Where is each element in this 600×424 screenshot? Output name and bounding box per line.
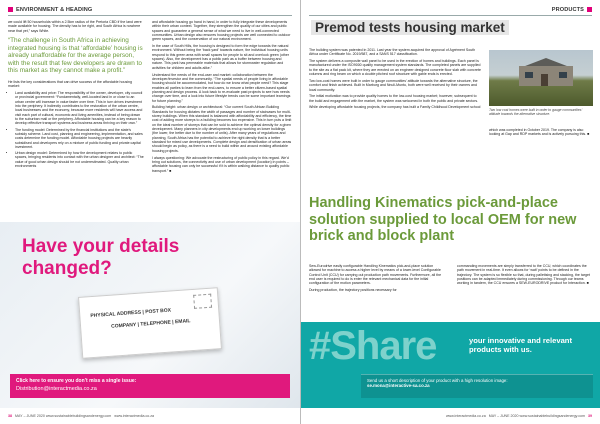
article-column-2 <box>152 20 292 175</box>
share-logo: #Share <box>309 324 437 368</box>
share-contact-box <box>361 374 593 398</box>
paragraph: Understand the needs of the end-user and market: collaboration between the developer/investor and the community. “The spatial needs of people living in affordable housing should be accommodated, but how do we know what people need? This stage enables all parties to learn from the end-users, to ensure a better citizen-based spatial planning and design process. A look back to re-evaluate past projects to see how needs change over time, and a look into future lifestyle trends can be some important learnings for future planning.” <box>152 72 291 103</box>
article-column-1 <box>8 20 144 171</box>
stamp-icon <box>193 294 212 309</box>
ad-cta-bar[interactable] <box>10 374 290 398</box>
header-rule <box>8 15 292 16</box>
paragraph: commanding movements are simply transferred to the CCU, which coordinates the path movement in real-time. It even allows for ‘wait’ points to be defined in the trajectory. The system is so flexible so that, during palletising and stacking, the target positions can be adapted immediately during commissioning. Through our teams working in tandem, the CCU ensures a SEW-EURODRIVE product for Interaction. ■ <box>457 264 590 286</box>
page-footer <box>8 412 154 420</box>
pull-quote: “The challenge in South Africa in achieving integrated housing is that ‘affordable’ housing is already unaffordable for the average person, with the result that few developers are drawn to this market as they cannot make a profit.” <box>8 37 143 75</box>
photo-caption: Two low cost homes were built in order to gauge communities’ attitude towards the alternative structure. <box>489 108 583 117</box>
paragraph: Sew-Eurodrive easily configurable Handling Kinematics pick-and-place solution allowed for machine to access a higher level by means of a lower-level Configurable Control Unit (CCU) for carrying out production path movements. Furthermore, all the end user is required to do is enter the relevant mechanical data for the initial configuration of the motion parameters. <box>309 264 442 286</box>
footer-text: MAY – JUNE 2020 www.sustainablebuildingsandenergy.com <box>488 414 585 418</box>
paragraph: Building height: urban design or architectural: “Our current South African Building Standards for housing dictates the width of passages and number of staircases for multi-storey buildings. When this standard is balanced with affordability and efficiency, the time cost of adding more storeys to a building becomes too expensive. This in turn puts a limit on the ideal number of storeys that can be sold to achieve the optimal density for a given development. Many planners in city developments end up working on lower buildings (the lower, the better due to the number of units). After many years of regulations and planning, South Africa has the potential to achieve the right density that is a better standard for mixed use developments. Complete design and densification of urban areas should begin as policy, as there is a need to build within and around existing affordable housing projects. <box>152 105 292 153</box>
paragraph: Two low-cost homes were built in order to gauge communities’ attitude towards the alternative structure, the comfort and finish achieved. Built in Marburg and Nnuli-Muntu, both were well received by their owners and local community. <box>309 78 478 92</box>
considerations-list <box>15 91 144 168</box>
page-number: 39 <box>588 414 592 418</box>
paragraph: The system delivers a composite wall panel to be used in the erection of homes and buildings. Each panel is manufactured under the ISO9000 quality management system standards. The completed panels are supplied to the site as a flat pack kit, where they are erected on an engineer designed concrete floor slab with concrete columns and ring beam on which a double pitched roof structure with gable ends is erected. <box>309 59 481 77</box>
paragraph: He lists the key considerations that can drive success of the affordable housing market: <box>8 80 132 89</box>
header-rule <box>309 15 592 16</box>
address-line: COMPANY | TELEPHONE | EMAIL <box>110 318 191 330</box>
share-instructions: Send us a short description of your product with a high resolution image: <box>367 378 508 383</box>
details-changed-ad[interactable] <box>0 222 300 408</box>
section-marker-icon <box>587 7 592 12</box>
envelope-icon <box>78 287 222 359</box>
share-email-link[interactable]: se.mona@interactive-sa.co.za <box>367 383 430 389</box>
house-window <box>559 72 567 78</box>
article-headline-2: Handling Kinematics pick-and-place solution supplied to local OEM for new brick and block plant <box>309 195 577 244</box>
house-door <box>541 74 548 86</box>
footer-text: MAY – JUNE 2020 www.sustainablebuildingsandenergy.com <box>15 414 112 418</box>
right-page <box>300 0 600 424</box>
paragraph: While developing affordable housing projects, the company has built a Family Childhood Development school <box>309 105 481 110</box>
house-photo <box>489 50 593 106</box>
ad-title: Have your details changed? <box>22 236 180 279</box>
distribution-email-link[interactable]: Distribution@interactmedia.co.za <box>16 386 97 392</box>
section-label: PRODUCTS <box>551 6 584 13</box>
page-footer <box>446 412 592 420</box>
paragraph: we could lift 50 households within a 2.5km radius of the Pretoria CBD if the land were made available for housing. The density has to be right, and South Africa is nowhere near that yet,” says White. <box>8 20 142 33</box>
house-window <box>525 72 533 78</box>
section-header <box>552 5 592 14</box>
page-number: 38 <box>8 414 12 418</box>
list-item: • Urban design model: Determined by how the development relates to public spaces, bringing residents into contact with the urban designer and architect: “The value of good urban design should be not underestimated. Quality urban environments <box>15 151 144 168</box>
section-marker-icon <box>8 7 13 12</box>
article2-column-2 <box>457 264 593 288</box>
article-headline: Premod tests housing market <box>309 18 592 38</box>
footer-url[interactable]: www.interactmedia.co.za <box>114 414 155 418</box>
paragraph: In the case of South Hills, the housing is designed to form the edge towards the natural environment. Without being the ‘back yard’ towards nature, the individual housing units respond to this green area with small spaces for people to sit and overlook green (other spaces). Also, the development has a public park as a buffer between housing and nature. This park has permeable materials that allows for stormwater regulation and activities for children and adults alike.” <box>152 44 290 70</box>
article-continuation <box>489 128 593 139</box>
article-body <box>309 48 481 112</box>
paragraph: and affordable housing go hand in hand, in order to fully integrate these developments within their urban context. Together, they strengthen the quality of our cities and public spaces and guarantee a general sense of what we need to live in well-connected communities. Urban design also ensures housing projects are well connected to outdoor green spaces, and the conservation of our natural environment. <box>152 20 291 42</box>
section-label: ENVIRONMENT & HEADING <box>16 6 93 13</box>
cta-text: Click here to ensure you don’t miss a single issue: <box>16 378 137 384</box>
paragraph: During production, the trajectory positions necessary for <box>309 288 397 293</box>
paragraph: The building system was patented in 2011. Last year the system acquired the approval of Agrément South Africa under Certificate No. 2019/587, and a SANS 517 classification. <box>309 48 476 57</box>
paragraph: which was completed in October 2019. The company is also looking at Gap and RDP markets and is actively pursuing this. ■ <box>489 128 590 137</box>
footer-url[interactable]: www.interactmedia.co.za <box>445 414 486 418</box>
address-line: PHYSICAL ADDRESS | POST BOX <box>90 307 172 320</box>
section-header <box>8 5 92 14</box>
list-item: • The funding model: Determined by the financial institutions and the state’s subsidy scheme. Land cost, planning and engineering, implementation, and sales costs determine the funding model. Affordable housing projects are heavily subsidised and developers rely on a mixture of public funding and private capital investment. <box>15 128 144 150</box>
list-item: • Land availability and price: The responsibility of the owner, developer, city council or provincial government: “Fundamentally, well-located land in or close to an urban centre will increase in value faster over time. This in turn drives investment into the periphery. It indirectly contributes to the restoration of the urban centre, local businesses and the economy, because more residents will have access and visit each part of cultural, economic and living amenities, instead of being drawn to the suburban mall or the periphery. Affordable housing can be a key reason to develop effective transport systems and business areas thriving on their own.” <box>15 91 144 126</box>
share-tagline: your innovative and relevant products with us. <box>469 336 572 354</box>
share-ad[interactable] <box>301 322 600 408</box>
paragraph: The initial motivation was to provide quality homes to the low-cost housing market; however, subsequent to the build and engagement with the market, the system was welcomed in both the public and private sectors. <box>309 94 479 103</box>
article2-column-1 <box>309 264 445 295</box>
paragraph: I always questioning: We advocate the restructuring of public policy in this regard. We’d bring out solutions, the connectivity and use of urban development (location) in points – affordable housing can only be successful if it is within walking distance to quality public transport.” ■ <box>152 155 290 173</box>
